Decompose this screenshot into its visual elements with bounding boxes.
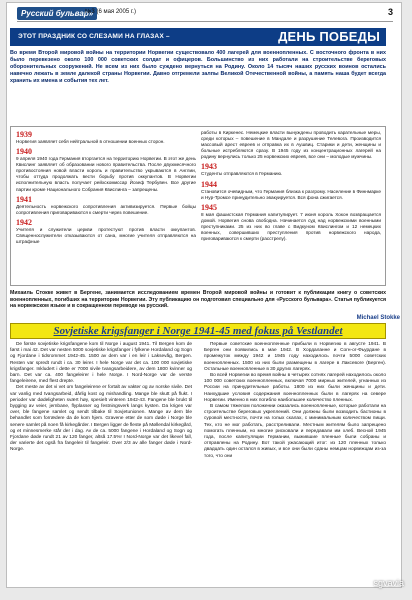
timeline-text: Студенты отправляются в Германию. (201, 171, 283, 177)
timeline-year: 1942 (16, 217, 32, 227)
article-paragraph: В самом тяжелом положении оказались военнопленные, которые работали на строительстве береговых укреплений. Они должны были возводить бастионы в суровой местности, почти на голых скалах, с минимальным количеством пищи. Тех, кто не мог работать, расстреливали. Местным жителям было запрещено помогать пленным, но многие рисковали и передавали им хлеб. Весной 1945 года, после капитуляции Германии, выжившие пленные были собраны и отправлены на Родину. Вот такой ужасающий итог: из 120 пленных только двадцать один остался в живых, и все они были сданы немцам норвежцам из-за того, что они (204, 404, 386, 459)
page-header (17, 7, 393, 22)
page-number: 3 (387, 7, 393, 17)
headline-banner (10, 28, 386, 46)
article-title-bar (10, 323, 386, 339)
timeline-year: 1939 (16, 130, 32, 139)
intro-text: Во время Второй мировой войны на территории Норвегии существовало 400 лагерей для военнопленных. С восточного фронта в них было перевезено около 100 000 советских солдат и офицеров. Большинство из них работали на строительстве береговых оборонительных сооружений. Не всем из них было суждено вернуться на Родину. Около 14 тысяч наших русских воинов остались навечно лежать в земле далекой страны Норвегии. Давно отгремели залпы Великой Отечественной войны, а память наша будет всегда хранить их имена и события тех лет. (10, 50, 386, 84)
timeline-text: работы в Киркенес. Немецкие власти вынуждены проводить карательные меры, среди которых – повешение в Мандале и разрушение Телевога. Производится массовый арест евреев и отправка их в Аушвиц. Старики и дети, женщины и больные истребляются сразу. В 1945 году из концентрационных лагерей на родину вернулись только 25 норвежских евреев, все они – молодые мужчины. (201, 130, 381, 160)
timeline-text: 9 апреля 1940 года Германия вторгается на территорию Норвегии. В этот же день Квислинг заявляет об образовании нового правительства. После двухмесячного противостояния новой власти король и правительство укрываются в Англии, чтобы оттуда продолжать вести борьбу против оккупантов. В Норвегии исполнительную власть получает рейхскомиссар Йозеф Тербувен. Все другие партии кроме Национального Собрания Квислинга – запрещены. (16, 156, 196, 192)
timeline-year: 1944 (201, 179, 217, 189)
timeline-year: 1940 (16, 147, 32, 157)
article-paragraph: De første sovjetiske krigsfangene kom til Norge i august 1941. Til Bergen kom de først i mai 42. Det var nesten 5000 sovjetiske krigsfanger i fylkene Hordaland og Sogn og Fjordane i tidsrommet 1942-45. 1500 av dem var i en leir i Laksevåg, Bergen. Resten var spredt rundt i ca. 30 leirer. I hele Norge var det ca. 100 000 sovjetiske krigsfanger. Inkludert i dette er 7000 sivile tvangsarbeidere, av dem 1800 kvinner og barn. Det var ca. 400 fangeleirer i hele Norge. I Nord-Norge var de verste fangeleirene, med flest drepte. (10, 342, 192, 385)
timeline-text: Норвегия заявляет себя нейтральной в отношении военных сторон. (16, 139, 165, 144)
timeline-text: 8 мая фашистская Германия капитулирует. 7 июня король Хокон возвращается домой. Норвегия снова свободна. Начинается суд над норвежскими военными преступниками. 25 из них во главе с Видкуном Квислингом и 12 немецких военных, совершивших преступления против норвежского народа, приговариваются к смерти (расстрелу). (201, 211, 381, 242)
timeline-right-column (201, 130, 381, 242)
timeline-year: 1945 (201, 202, 217, 212)
timeline-text: Становится очевидным, что Германия близка к разгрому. Население в Финнмарке и Нур-Тромсе принудительно эвакуируется. Вся фона сжигается. (201, 188, 381, 200)
newspaper-logo[interactable]: Русский бульвар» (17, 7, 97, 20)
author-name: Michael Stokke (356, 315, 400, 321)
timeline-year: 1941 (16, 194, 32, 204)
timeline-left-column (16, 130, 196, 245)
timeline-year: 1943 (201, 162, 217, 172)
banner-subtitle: ЭТОТ ПРАЗДНИК СО СЛЕЗАМИ НА ГЛАЗАХ – (18, 33, 170, 40)
editor-note: Михаиль Стокке живет в Бергене, занимается исследованием времен Второй мировой войны и готовит к публикации книгу о советских военнопленных, погибших на территории Норвегии. Эту публикацию он подготовил специально для «Русского бульвара». Статья публикуется на норвежском языке и в сокращенном переводе на русский. (10, 290, 386, 310)
article-column-norwegian (10, 342, 192, 454)
watermark: sgvavia (373, 578, 404, 588)
banner-title: ДЕНЬ ПОБЕДЫ (278, 29, 380, 44)
article-title: Sovjetiske krigsfanger i Norge 1941-45 med fokus på Vestlandet (53, 325, 343, 337)
article-paragraph: Первые советские военнопленные прибыли в Норвегию в августе 1941. В Берген они появились в мае 1942. В Хордаланне и Согн-ог-Фьурдане в промежуток между 1942 и 1945 году находилось почти 5000 советских военнопленных. 1500 из них были размещены в лагере в Лаксевоге (Берген). Остальные военнопленные в 30 других лагерях. (204, 342, 386, 372)
timeline-text: Учителя и служители церкви протестуют против власти оккупантов. Священнослужители отказываются от сана, многие учителя отправляются на штрафные (16, 226, 196, 245)
article-paragraph: Во всей Норвегии во время войны в четырех сотнях лагерей находилось около 100 000 советских военнопленных, включая 7000 мирных жителей, угнанных из России на принудительные работы. 1800 из них были женщины и дети. Наихудшие условия содержания военнопленных были в лагерях на севере Норвегии. Именно в них погибло наибольшее количество пленных. (204, 373, 386, 403)
timeline-text: Деятельность норвежского сопротивления активизируется. Первые бойцы сопротивления приговариваются к смерти через повешение. (16, 203, 196, 215)
article-paragraph: Det meste av det vi vet om fangeleirene er fortalt av vakter og av norske sivile. Det var vanlig med tvangsarbeid, dårlig kost og mishandling. Mange ble skutt på flukt. I perioder var dødeligheten svært høy, spesielt vinteren 1942-43. Fangene ble brukt til bygging av veier, jernbane, flyplasser og festningsverk langs kysten. Da krigen var over, ble fangene samlet og sendt tilbake til Sovjetunionen. Mange av dem ble behandlet som forrædere da de kom hjem. Gravene etter de som døde i Norge ble senere samlet på noen få kirkegårder. I Bergen ligger de fleste på Møllendal kirkegård, og et minnesmerke står der i dag. Av de ca. 5000 fangene i Hordaland og Sogn og Fjordane døde rundt 21 av 120 fanger, altså 17.5%! I Nord-Norge var det likevel fall, der varierte det også fra fangeleir til fangeleir. Over 2/3 av alle fanger døde i Nord-Norge. (10, 385, 192, 453)
issue-info: №3 (6 мая 2005 г.) (85, 9, 136, 15)
timeline-box (10, 126, 386, 286)
article-column-russian (204, 342, 386, 460)
